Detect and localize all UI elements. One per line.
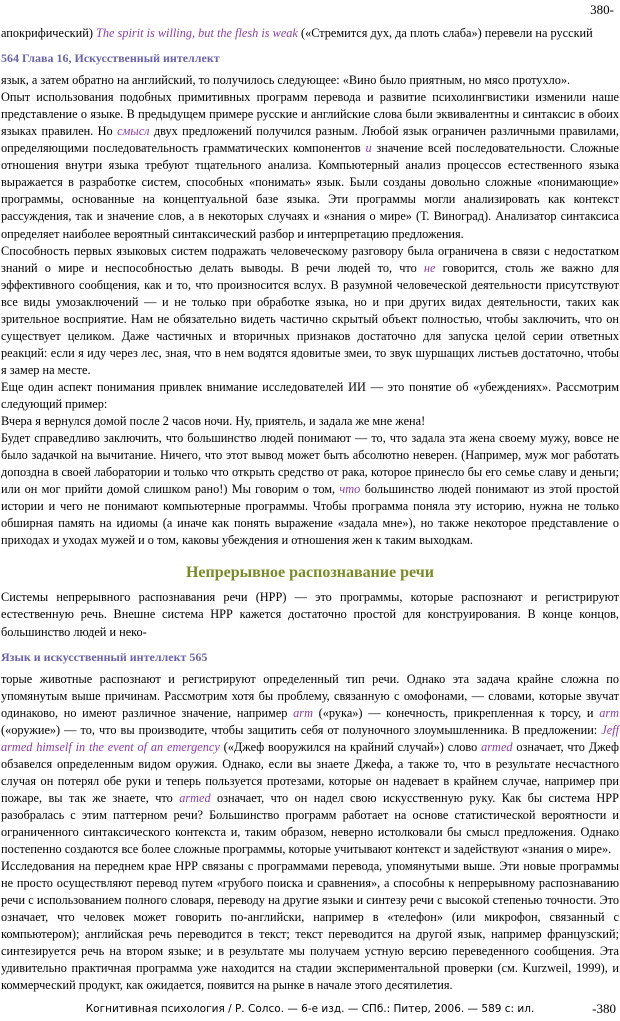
english-quote: Jeff armed himself in the event of an emergency (1, 722, 620, 754)
text-span: («Стремится дух, да плоть слаба») перевели на русский (300, 26, 593, 40)
paragraph-8: Системы непрерывного распознавания речи (НРР) — это программы, которые распознают и регистрируют естественную речь. Внешне система НРР кажется достаточно простой для конструирования. В конце концов, большинство людей и неко- (1, 590, 619, 639)
text-span: («оружие») — то, что вы производите, чтобы защитить себя от полуночного злоумышленника. В предложении: (1, 722, 598, 737)
english-quote: The spirit is willing, but the flesh is weak (96, 26, 298, 40)
paragraph-6: Вчера я вернулся домой после 2 часов ночи. Ну, приятель, и задала же мне жена! (1, 414, 426, 429)
emphasis: не (423, 260, 436, 275)
emphasis: arm (599, 705, 620, 720)
text-span: значение всей последовательности. Сложные отношения внутри языка требуют тщательного анализа. Компьютерный анализ процессов естественного языка выражается в разработке систем, способных «понимать» язык. Были созданы довольно сложные «понимающие» программы, основанные на концептуальной базе языка. Эти программы могли анализировать как контекст рассуждения, так и значение слов, а в некоторых случаях и «знания о мире» (Т. Виноград). Анализатор синтаксиса определяет наиболее вероятный синтаксический разбор и интерпретацию предложения. (1, 141, 619, 241)
text-span: («Джеф вооружился на крайний случай») слово (223, 739, 478, 754)
text-span: Опыт использования подобных примитивных программ перевода и развитие психолингвистики изменили наше представление о языке. В предыдущем примере русские и английские слова были эквивалентны и синтаксис в обоих языках правилен. Но (1, 90, 619, 139)
page-number-top: 380- (590, 2, 614, 17)
paragraph-10: Исследования на переднем крае НРР связаны с программами перевода, упомянутыми выше. Эти новые программы не просто осуществляют перевод путем «грубого поиска и сравнения», а способны к непрерывному распознаванию речи с использованием полного словаря, переводу на другие языки и синтезу речи с высокой степенью точности. Это означает, что человек может говорить по-английски, например в «телефон» (или микрофон, связанный с компьютером); английская речь переводится в текст; текст переводится на другой язык, например французский; синтезируется речь на втором языке; и в результате мы получаем устную версию переведенного сообщения. Эта удивительно практичная программа уже находится на стадии экспериментальной проверки (см. Kurzweil, 1999), и коммерческий продукт, как ожидается, появится на рынке в начале этого десятилетия. (1, 859, 619, 993)
running-header-language: Язык и искусственный интеллект 565 (1, 649, 208, 664)
text-span: («рука») — конечность, прикрепленная к торсу, и (318, 705, 594, 720)
text-span: говорится, столь же важно для эффективного сообщения, как и то, что произносится вслух. В разумной человеческой деятельности присутствуют все виды умозаключений — и не только при обработке языка, но и при других видах деятельности, таких как зрительное восприятие. Нам не обязательно видеть частично скрытый объект полностью, чтобы заключить, что он существует целиком. Даже частичных и вторичных признаков достаточно для запуска целой серии ответных реакций: если я иду через лес, зная, что в нем водятся ядовитые змеи, то звук шуршащих листьев достаточно, чтобы я замер на месте. (1, 260, 619, 377)
emphasis: и (365, 141, 372, 156)
emphasis: armed (481, 739, 513, 754)
paragraph-1 (1, 25, 619, 42)
emphasis: arm (293, 705, 313, 720)
paragraph-9 (1, 671, 619, 859)
text-span: апокрифический) (1, 26, 93, 40)
paragraph-4 (1, 243, 619, 379)
paragraph-2: язык, а затем обратно на английский, то получилось следующее: «Вино было приятным, но мясо протухло». (1, 73, 571, 88)
page-content (1, 25, 619, 994)
text-span: Способность первых языковых систем подражать человеческому разговору была ограничена в связи с недостатком знаний о мире и неспособностью делать выводы. В речи людей то, что (1, 243, 619, 275)
text-span: Будет справедливо заключить, что большинство людей понимают — то, что задала эта жена своему мужу, вовсе не было задачкой на вычитание. Ничего, что этот вывод может быть абсолютно неверен. (Например, муж мог работать допоздна в своей лаборатории и только что открыть средство от рака, которое принесло бы его семье славу и деньги; или он мог прийти домой слишком рано!) Мы говорим о том, (1, 431, 619, 497)
emphasis: armed (179, 790, 211, 805)
text-span: торые животные распознают и регистрируют определенный тип речи. Однако эта задача крайне сложна по упомянутым выше причинам. Рассмотрим хотя бы проблему, связанную с омофонами, — словами, которые звучат одинаково, но имеют различное значение, например (1, 671, 619, 720)
paragraph-5: Еще один аспект понимания привлек внимание исследователей ИИ — это понятие об «убеждениях». Рассмотрим следующий пример: (1, 379, 619, 411)
section-title: Непрерывное распознавание речи (185, 564, 434, 582)
text-span: означает, что Джеф обзавелся определенным видом оружия. Однако, если вы знаете Джефа, а также то, что в результате несчастного случая он потерял обе руки и теперь пользуется протезами, которые он надевает в крайнем случае, например при пожаре, вы так же знаете, что (1, 739, 619, 805)
paragraph-7 (1, 430, 619, 549)
text-span: двух предложений получился разным. Любой язык ограничен различными правилами, определяющими последовательность грамматических компонентов (1, 124, 619, 156)
page-number-bottom: -380 (592, 1001, 616, 1016)
paragraph-3 (1, 89, 619, 242)
emphasis: что (339, 482, 361, 497)
text-span: большинство людей понимают из этой простой истории и чего не понимают компьютерные программы. Чтобы программа поняла эту историю, нужна не только обширная память на идиомы (а иначе как понять выражение «задала мне»), но также некоторое представление о приходах и уходах мужей и о том, каковы убеждения и отношения жен к таким выходкам. (1, 482, 620, 548)
running-header-chapter: 564 Глава 16, Искусственный интеллект (1, 51, 220, 66)
text-span: означает, что он надел свою искусственную руку. Как бы система НРР разобралась с этим паттерном речи? Большинство программ работает на основе статистической вероятности и ограниченного синтаксического контекста и, таким образом, неверно истолковали бы смысл предложения. Однако постепенно создаются все более сложные программы, которые учитывают контекст и задействуют «знания о мире». (1, 790, 619, 857)
emphasis: смысл (117, 124, 150, 139)
citation-footer: Когнитивная психология / Р. Солсо. — 6-е изд. — СПб.: Питер, 2006. — 589 с: ил. (85, 1003, 535, 1015)
